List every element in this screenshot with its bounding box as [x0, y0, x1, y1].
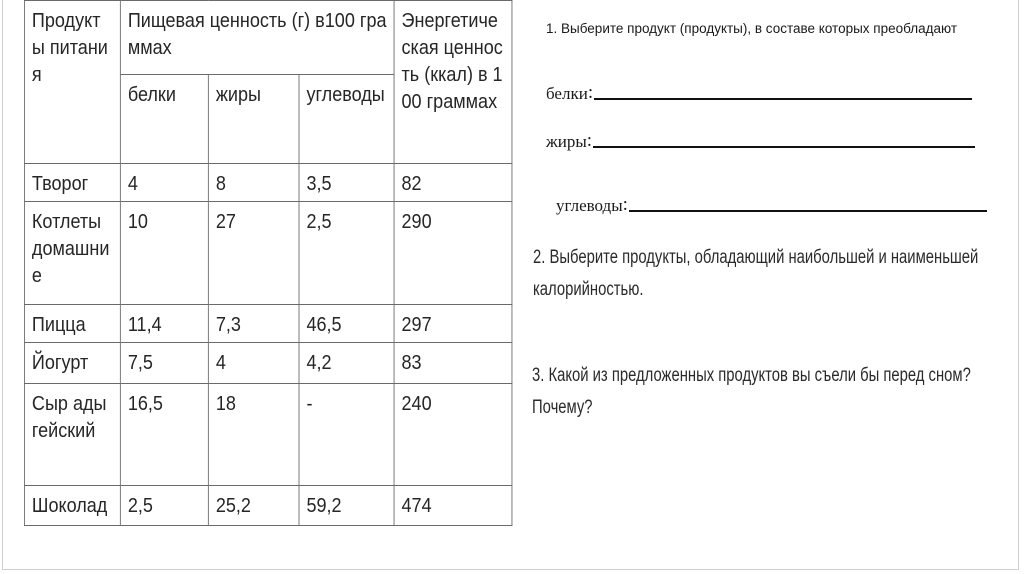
table-row	[24, 305, 512, 343]
proteins-answer-label: белки	[546, 84, 588, 103]
table-row	[24, 202, 512, 305]
nutrition-table	[24, 0, 512, 526]
table-row	[24, 384, 512, 486]
cell-proteins: 11,4	[120, 305, 208, 343]
answer-line-fats	[546, 130, 975, 152]
question-3-line-1: 3. Какой из предложенных продуктов вы съели бы перед сном?	[532, 365, 971, 386]
cell-kcal: 82	[394, 164, 512, 202]
cell-carbs: -	[299, 384, 394, 486]
cell-name: Шоколад	[24, 486, 120, 526]
cell-fats: 25,2	[208, 486, 299, 526]
proteins-answer-blank[interactable]	[594, 98, 972, 100]
cell-name: Творог	[24, 164, 120, 202]
header-carbs: углеводы	[299, 75, 394, 164]
cell-name: Йогурт	[24, 343, 120, 384]
cell-proteins: 16,5	[120, 384, 208, 486]
cell-carbs: 4,2	[299, 343, 394, 384]
cell-proteins: 10	[120, 202, 208, 305]
cell-proteins: 2,5	[120, 486, 208, 526]
question-2-line-2: калорийностью.	[533, 279, 644, 300]
carbs-answer-blank[interactable]	[629, 210, 987, 212]
question-3	[532, 360, 971, 424]
header-fats: жиры	[208, 75, 299, 164]
cell-name: Пицца	[24, 305, 120, 343]
answer-line-carbs	[556, 194, 987, 216]
cell-kcal: 297	[394, 305, 512, 343]
cell-kcal: 83	[394, 343, 512, 384]
table-row	[24, 343, 512, 384]
header-product: Продукты питания	[24, 1, 120, 164]
cell-carbs: 46,5	[299, 305, 394, 343]
cell-proteins: 4	[120, 164, 208, 202]
question-3-line-2: Почему?	[532, 397, 593, 418]
carbs-answer-label: углеводы	[556, 196, 623, 215]
cell-carbs: 2,5	[299, 202, 394, 305]
cell-proteins: 7,5	[120, 343, 208, 384]
cell-carbs: 3,5	[299, 164, 394, 202]
cell-fats: 18	[208, 384, 299, 486]
cell-fats: 27	[208, 202, 299, 305]
cell-kcal: 240	[394, 384, 512, 486]
cell-kcal: 474	[394, 486, 512, 526]
cell-kcal: 290	[394, 202, 512, 305]
cell-carbs: 59,2	[299, 486, 394, 526]
question-2-line-1: 2. Выберите продукты, обладающий наибольшей и наименьшей	[533, 247, 979, 268]
cell-fats: 4	[208, 343, 299, 384]
question-1-text: 1. Выберите продукт (продукты), в составе которых преобладают	[546, 21, 958, 36]
fats-answer-blank[interactable]	[593, 146, 975, 148]
table-row	[24, 164, 512, 202]
fats-answer-label: жиры	[546, 132, 587, 151]
question-2	[533, 242, 978, 306]
header-proteins: белки	[120, 75, 208, 164]
table-row	[24, 486, 512, 526]
colon: :	[586, 130, 593, 151]
answer-line-proteins	[546, 82, 972, 104]
colon: :	[587, 82, 594, 103]
cell-fats: 7,3	[208, 305, 299, 343]
cell-fats: 8	[208, 164, 299, 202]
colon: :	[622, 194, 628, 215]
cell-name: Котлеты домашние	[24, 202, 120, 305]
header-energy: Энергетическая ценность (ккал) в 100 граммах	[394, 1, 512, 164]
header-nutrition: Пищевая ценность (г) в100 граммах	[120, 1, 394, 75]
cell-name: Сыр адыгейский	[24, 384, 120, 486]
